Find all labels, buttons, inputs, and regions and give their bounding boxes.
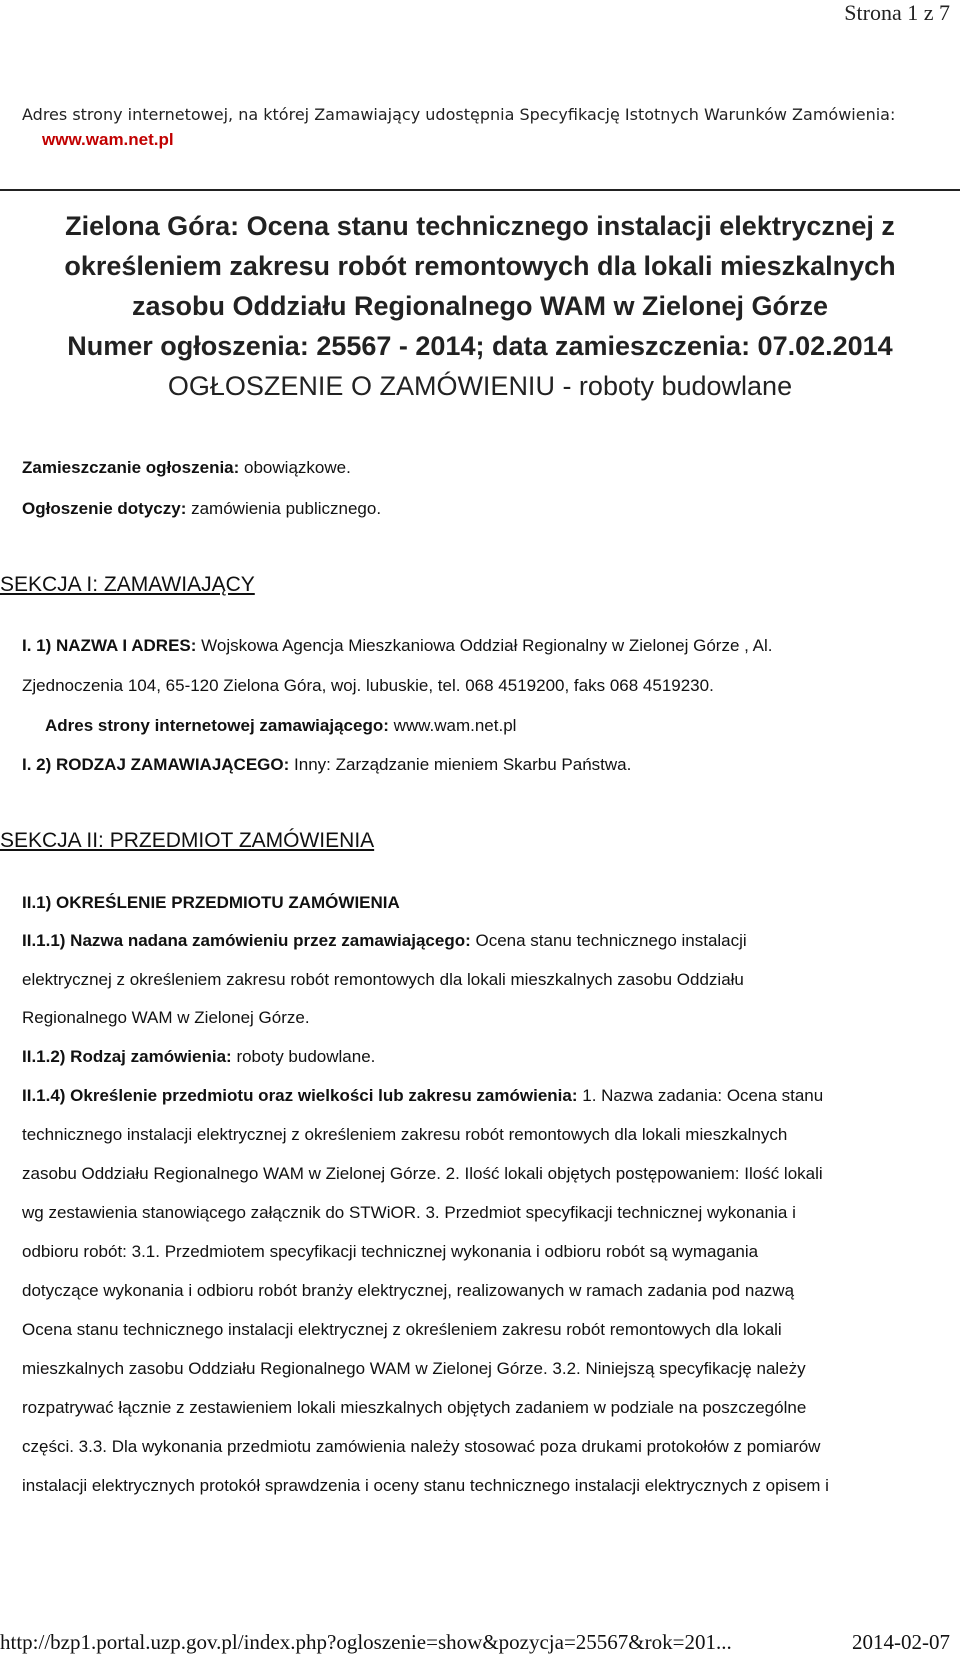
- concerns-row: [22, 499, 381, 519]
- scope-line: Ocena stanu technicznego instalacji elektrycznej z określeniem zakresu robót remontowych dla lokali: [22, 1320, 782, 1339]
- announcement-type: OGŁOSZENIE O ZAMÓWIENIU - roboty budowlane: [167, 371, 793, 401]
- section-1-title: SEKCJA I: ZAMAWIAJĄCY: [0, 573, 255, 596]
- scope-line: rozpatrywać łącznie z zestawieniem lokali mieszkalnych objętych zadaniem w podziale na poszczególne: [22, 1398, 807, 1417]
- website-value[interactable]: www.wam.net.pl: [388, 716, 517, 735]
- contracting-type-label: I. 2) RODZAJ ZAMAWIAJĄCEGO:: [22, 755, 290, 774]
- scope-line: wg zestawienia stanowiącego załącznik do STWiOR. 3. Przedmiot specyfikacji technicznej wykonania i: [22, 1203, 796, 1222]
- subsection-heading: II.1) OKREŚLENIE PRZEDMIOTU ZAMÓWIENIA: [22, 893, 400, 912]
- concerns-value: zamówienia publicznego.: [186, 499, 382, 518]
- title-line-3: zasobu Oddziału Regionalnego WAM w Zielonej Górze: [131, 291, 829, 321]
- footer-date: 2014-02-07: [852, 1630, 950, 1654]
- page-number: Strona 1 z 7: [844, 0, 950, 25]
- scope-line: instalacji elektrycznych protokół sprawdzenia i oceny stanu technicznego instalacji elektrycznych z opisem i: [22, 1476, 829, 1495]
- contracting-type-value: Inny: Zarządzanie mieniem Skarbu Państwa.: [289, 755, 632, 774]
- order-name-label: II.1.1) Nazwa nadana zamówieniu przez zamawiającego:: [22, 931, 471, 950]
- website-label: Adres strony internetowej zamawiającego:: [45, 716, 389, 735]
- scope-line: mieszkalnych zasobu Oddziału Regionalnego WAM w Zielonej Górze. 3.2. Niniejszą specyfikację należy: [22, 1359, 806, 1378]
- order-kind-row: [22, 1047, 375, 1067]
- contracting-name-label: I. 1) NAZWA I ADRES:: [22, 636, 197, 655]
- scope-row: [22, 1086, 823, 1106]
- contracting-type-row: [22, 755, 631, 775]
- order-kind-label: II.1.2) Rodzaj zamówienia:: [22, 1047, 232, 1066]
- header-divider: [0, 189, 960, 191]
- contracting-address-line: Zjednoczenia 104, 65-120 Zielona Góra, woj. lubuskie, tel. 068 4519200, faks 068 4519230.: [22, 676, 714, 695]
- site-url-link[interactable]: www.wam.net.pl: [42, 130, 174, 149]
- footer-url[interactable]: http://bzp1.portal.uzp.gov.pl/index.php?ogloszenie=show&pozycja=25567&rok=201...: [0, 1630, 732, 1654]
- document-title: [0, 206, 960, 406]
- scope-line: zasobu Oddziału Regionalnego WAM w Zielonej Górze. 2. Ilość lokali objętych postępowaniem: Ilość lokali: [22, 1164, 823, 1183]
- title-line-2: określeniem zakresu robót remontowych dla lokali mieszkalnych: [64, 251, 896, 281]
- placement-value: obowiązkowe.: [239, 458, 351, 477]
- order-name-line-2: elektrycznej z określeniem zakresu robót remontowych dla lokali mieszkalnych zasobu Oddziału: [22, 970, 744, 989]
- scope-line: części. 3.3. Dla wykonania przedmiotu zamówienia należy stosować poza drukami protokołów z pomiarów: [22, 1437, 821, 1456]
- order-name-row: [22, 931, 747, 951]
- contracting-name-value: Wojskowa Agencja Mieszkaniowa Oddział Regionalny w Zielonej Górze , Al.: [196, 636, 773, 655]
- order-name-line-3: Regionalnego WAM w Zielonej Górze.: [22, 1008, 310, 1027]
- scope-line: technicznego instalacji elektrycznej z określeniem zakresu robót remontowych dla lokali mieszkalnych: [22, 1125, 788, 1144]
- contracting-name-row: [22, 636, 773, 656]
- scope-line: dotyczące wykonania i odbioru robót branży elektrycznej, realizowanych w ramach zadania pod nazwą: [22, 1281, 795, 1300]
- title-line-1: Zielona Góra: Ocena stanu technicznego instalacji elektrycznej z: [65, 211, 895, 241]
- site-intro-text: Adres strony internetowej, na której Zamawiający udostępnia Specyfikację Istotnych Warunków Zamówienia:: [22, 105, 896, 124]
- order-kind-value: roboty budowlane.: [231, 1047, 376, 1066]
- website-row: [45, 716, 516, 736]
- scope-label: II.1.4) Określenie przedmiotu oraz wielkości lub zakresu zamówienia:: [22, 1086, 578, 1105]
- order-name-value: Ocena stanu technicznego instalacji: [470, 931, 747, 950]
- placement-label: Zamieszczanie ogłoszenia:: [22, 458, 240, 477]
- concerns-label: Ogłoszenie dotyczy:: [22, 499, 187, 518]
- placement-row: [22, 458, 351, 478]
- announcement-number: Numer ogłoszenia: 25567 - 2014; data zamieszczenia: 07.02.2014: [67, 331, 893, 361]
- section-2-title: SEKCJA II: PRZEDMIOT ZAMÓWIENIA: [0, 829, 375, 852]
- scope-line: odbioru robót: 3.1. Przedmiotem specyfikacji technicznej wykonania i odbioru robót są wymagania: [22, 1242, 759, 1261]
- scope-value: 1. Nazwa zadania: Ocena stanu: [577, 1086, 824, 1105]
